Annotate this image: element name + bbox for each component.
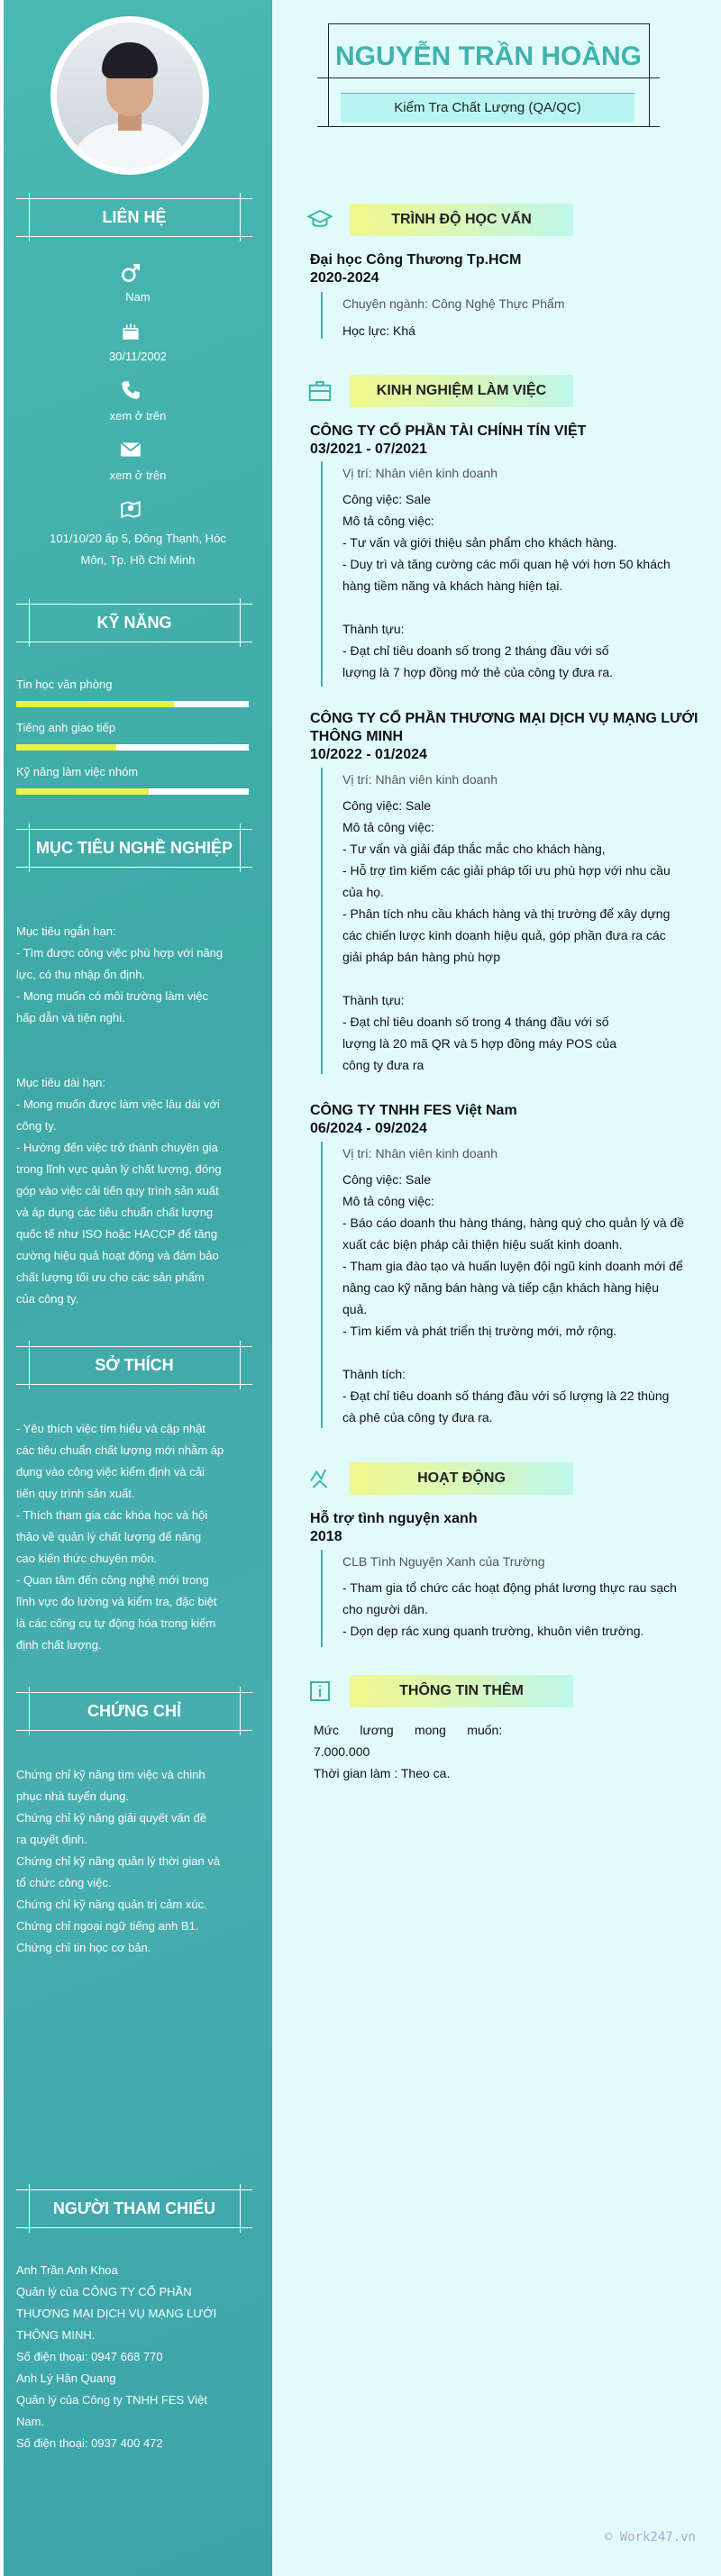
gender-icon — [119, 261, 142, 285]
ref-section-header — [16, 2184, 252, 2233]
objective-text: Mục tiêu ngắn hạn: - Tìm được công việc phù hợp với năng lực, có thu nhập ổn định. - Mong muốn có môi trường làm việc hấp dẫn và tiện nghi. Mục tiêu dài hạn: - Mong muốn được làm việc lâu dài với công ty. - Hướng đến việc trở thành chuyên gia trong lĩnh vực quản lý chất lượng, đóng góp vào việc cải tiến quy trình sản xuất và áp dụng các tiêu chuẩn chất lượng quốc tế như ISO hoặc HACCP để tăng cường hiệu quả hoạt động và đảm bảo chất lượng tối ưu cho các sản phẩm của công ty. — [16, 924, 224, 1306]
job-period: 06/2024 - 09/2024 — [310, 1121, 427, 1136]
graduation-cap-icon — [306, 206, 333, 233]
activities-title: HOẠT ĐỘNG — [350, 1462, 573, 1495]
experience-title: KINH NGHIỆM LÀM VIỆC — [350, 375, 573, 407]
job-company: CÔNG TY TNHH FES Việt Nam — [310, 1103, 517, 1118]
skill-bar — [16, 701, 249, 707]
education-title: TRÌNH ĐỘ HỌC VẤN — [350, 204, 573, 236]
skill-bar-fill — [16, 788, 149, 795]
phone-icon — [119, 378, 142, 402]
extra-info-title: THÔNG TIN THÊM — [350, 1675, 573, 1707]
salary-label: Mức lương mong muốn: — [314, 1723, 503, 1737]
phone-value: xem ở trên — [109, 409, 167, 423]
email-value: xem ở trên — [109, 469, 167, 482]
job-title: Kiểm Tra Chất Lượng (QA/QC) — [394, 100, 581, 115]
map-location-icon — [119, 497, 142, 521]
job-title-box — [341, 93, 634, 123]
job-position: Vị trí: Nhân viên kinh doanh — [342, 466, 497, 480]
work-time: Thời gian làm : Theo ca. — [314, 1766, 451, 1780]
job-position: Vị trí: Nhân viên kinh doanh — [342, 772, 497, 787]
education-grade: Học lực: Khá — [342, 323, 415, 338]
skill-bar-fill — [16, 744, 116, 751]
skill-label: Tiếng anh giao tiếp — [16, 721, 116, 734]
skill-bar — [16, 744, 249, 751]
skills-section-header — [16, 598, 252, 647]
dob-value: 30/11/2002 — [108, 350, 168, 363]
watermark: © Work247.vn — [604, 2530, 696, 2544]
address-value: 101/10/20 ấp 5, Đông Thạnh, Hóc Môn, Tp. Hồ Chí Minh — [50, 532, 226, 567]
info-icon — [306, 1678, 333, 1705]
education-school: Đại học Công Thương Tp.HCM — [310, 252, 522, 268]
job-details: Công việc: Sale Mô tả công việc: - Tư vấn và giới thiệu sản phẩm cho khách hàng. - Duy trì và tăng cường các mối quan hệ với hơn 50 khách hàng tiềm năng và khách hàng hiện tại. Thành tựu: - Đạt chỉ tiêu doanh số trong 2 tháng đầu với số lượng là 7 hợp đồng mở thẻ của công ty đưa ra. — [342, 492, 671, 679]
hobby-title: SỞ THÍCH — [95, 1356, 174, 1374]
ref-text: Anh Trần Anh Khoa Quản lý của CÔNG TY CỔ PHẦN THƯƠNG MẠI DỊCH VỤ MẠNG LƯỚI THÔNG MINH. Số điện thoại: 0947 668 770 Anh Lý Hân Quang Quản lý của Công ty TNHH FES Việt Nam. Số điện thoại: 0937 400 472 — [16, 2263, 217, 2450]
skill-label: Tin học văn phòng — [16, 678, 113, 691]
hobby-section-header — [16, 1341, 252, 1389]
objective-title: MỤC TIÊU NGHỀ NGHIỆP — [35, 839, 233, 857]
cert-text: Chứng chỉ kỹ năng tìm việc và chinh phục nhà tuyển dụng. Chứng chỉ kỹ năng giải quyết vấn đề ra quyết định. Chứng chỉ kỹ năng quản lý thời gian và tổ chức công việc. Chứng chỉ kỹ năng quản trị cảm xúc. Chứng chỉ ngoại ngữ tiếng anh B1. Chứng chỉ tin học cơ bản. — [16, 1768, 221, 1954]
objective-section-header — [16, 824, 252, 872]
activity-year: 2018 — [310, 1529, 342, 1544]
activity-details: - Tham gia tổ chức các hoạt động phát lương thực rau sạch cho người dân. - Dọn dẹp rác xung quanh trường, khuôn viên trường. — [342, 1580, 677, 1638]
contact-section-header — [16, 193, 252, 241]
education-major: Chuyên ngành: Công Nghệ Thực Phẩm — [342, 296, 565, 311]
ref-title: NGƯỜI THAM CHIẾU — [52, 2199, 216, 2217]
salary-value: 7.000.000 — [314, 1744, 370, 1759]
contact-title: LIÊN HỆ — [102, 208, 167, 226]
job-company: CÔNG TY CỔ PHẦN THƯƠNG MẠI DỊCH VỤ MẠNG LƯỚI THÔNG MINH — [310, 711, 698, 744]
briefcase-icon — [306, 378, 333, 405]
candidate-name: NGUYỄN TRẦN HOÀNG — [334, 41, 642, 71]
job-position: Vị trí: Nhân viên kinh doanh — [342, 1146, 497, 1161]
profile-photo — [57, 23, 203, 168]
skill-bar — [16, 788, 249, 795]
cert-title: CHỨNG CHỈ — [87, 1702, 181, 1720]
skill-label: Kỹ năng làm việc nhóm — [16, 765, 139, 778]
activity-name: Hỗ trợ tình nguyện xanh — [310, 1511, 478, 1526]
activity-icon — [306, 1465, 333, 1492]
skill-bar-fill — [16, 701, 174, 707]
education-period: 2020-2024 — [310, 270, 379, 286]
avatar — [50, 16, 209, 175]
email-icon — [119, 438, 142, 461]
gender-value: Nam — [125, 290, 151, 304]
job-company: CÔNG TY CỔ PHẦN TÀI CHÍNH TÍN VIỆT — [310, 423, 587, 439]
birthday-cake-icon — [119, 319, 142, 342]
activity-org: CLB Tình Nguyện Xanh của Trường — [342, 1554, 545, 1569]
job-details: Công việc: Sale Mô tả công việc: - Báo cáo doanh thu hàng tháng, hàng quý cho quản lý và đề xuất các biện pháp cải thiện hiệu suất kinh doanh. - Tham gia đào tạo và huấn luyện đội ngũ kinh doanh mới để nâng cao kỹ năng bán hàng và tiếp cận khách hàng hiệu quả. - Tìm kiếm và phát triển thị trường mới, mở rộng. Thành tích: - Đạt chỉ tiêu doanh số tháng đầu với số lượng là 22 thùng cà phê của công ty đưa ra. — [342, 1172, 685, 1425]
cert-section-header — [16, 1687, 252, 1735]
job-period: 10/2022 - 01/2024 — [310, 747, 427, 762]
job-period: 03/2021 - 07/2021 — [310, 441, 427, 457]
skills-title: KỸ NĂNG — [96, 614, 172, 632]
job-details: Công việc: Sale Mô tả công việc: - Tư vấn và giải đáp thắc mắc cho khách hàng, - Hỗ trợ tìm kiếm các giải pháp tối ưu phù hợp với nhu cầu của họ. - Phân tích nhu cầu khách hàng và thị trường để xây dựng các chiến lược kinh doanh hiệu quả, góp phần đưa ra các giải pháp bán hàng phù hợp Thành tựu: - Đạt chỉ tiêu doanh số trong 4 tháng đầu với số lượng là 20 mã QR và 5 hợp đồng máy POS của công ty đưa ra — [342, 798, 671, 1072]
hobby-text: - Yêu thích việc tìm hiểu và cập nhật các tiêu chuẩn chất lượng mới nhằm áp dụng vào công việc kiểm định và cải tiến quy trình sản xuất. - Thích tham gia các khóa học và hội thảo về quản lý chất lượng để nâng cao kiến thức chuyên môn. - Quan tâm đến công nghệ mới trong lĩnh vực đo lường và kiểm tra, đặc biệt là các công cụ tự động hóa trong kiểm định chất lượng. — [16, 1422, 224, 1652]
